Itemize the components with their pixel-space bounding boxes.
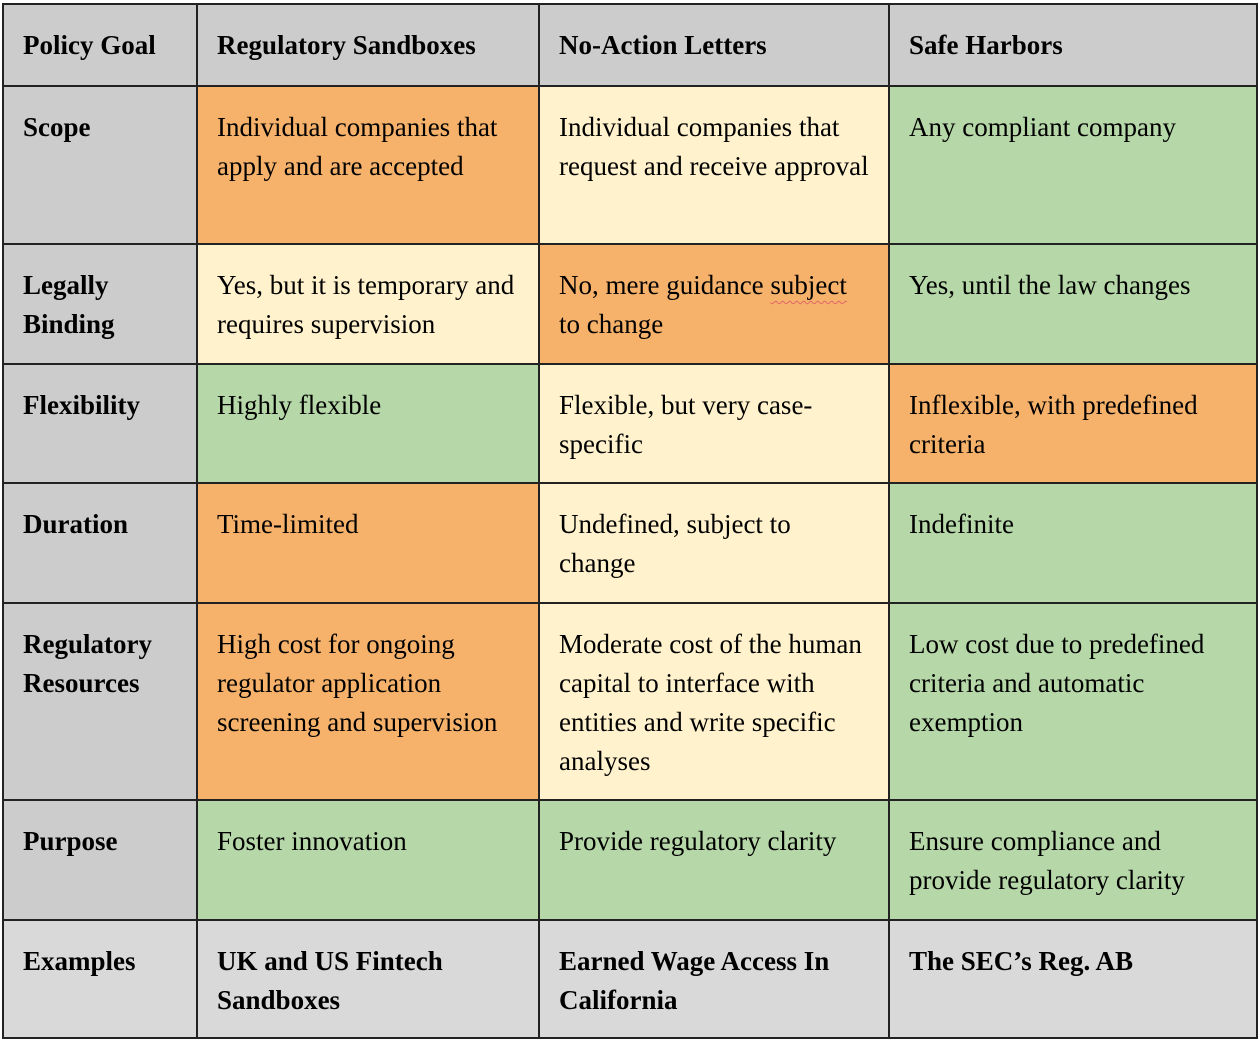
row-flexibility (3, 364, 1257, 483)
row-regulatory-resources (3, 603, 1257, 800)
row-label-examples: Examples (3, 920, 197, 1038)
row-label-regulatory-resources: Regulatory Resources (3, 603, 197, 800)
cell-resources-no-action: Moderate cost of the human capital to interface with entities and write specific analyses (539, 603, 889, 800)
row-label-duration: Duration (3, 483, 197, 603)
row-label-purpose: Purpose (3, 800, 197, 920)
cell-scope-sandboxes: Individual companies that apply and are accepted (197, 86, 539, 244)
cell-duration-safe-harbors: Indefinite (889, 483, 1257, 603)
cell-examples-sandboxes: UK and US Fintech Sandboxes (197, 920, 539, 1038)
header-row (3, 4, 1257, 86)
cell-binding-no-action-after: to change (559, 309, 664, 339)
header-no-action-letters: No-Action Letters (539, 4, 889, 86)
header-safe-harbors: Safe Harbors (889, 4, 1257, 86)
cell-purpose-safe-harbors: Ensure compliance and provide regulatory clarity (889, 800, 1257, 920)
row-label-legally-binding: Legally Binding (3, 244, 197, 364)
cell-duration-no-action: Undefined, subject to change (539, 483, 889, 603)
cell-resources-safe-harbors: Low cost due to predefined criteria and automatic exemption (889, 603, 1257, 800)
cell-examples-no-action: Earned Wage Access In California (539, 920, 889, 1038)
cell-binding-no-action-before: No, mere guidance (559, 270, 771, 300)
row-label-scope: Scope (3, 86, 197, 244)
cell-binding-sandboxes: Yes, but it is temporary and requires supervision (197, 244, 539, 364)
cell-resources-sandboxes: High cost for ongoing regulator application screening and supervision (197, 603, 539, 800)
cell-purpose-sandboxes: Foster innovation (197, 800, 539, 920)
cell-binding-safe-harbors: Yes, until the law changes (889, 244, 1257, 364)
cell-scope-safe-harbors: Any compliant company (889, 86, 1257, 244)
row-duration (3, 483, 1257, 603)
policy-comparison-table (2, 3, 1258, 1039)
row-label-flexibility: Flexibility (3, 364, 197, 483)
cell-flex-no-action: Flexible, but very case-specific (539, 364, 889, 483)
cell-examples-safe-harbors: The SEC’s Reg. AB (889, 920, 1257, 1038)
cell-flex-sandboxes: Highly flexible (197, 364, 539, 483)
row-legally-binding (3, 244, 1257, 364)
header-policy-goal: Policy Goal (3, 4, 197, 86)
cell-binding-no-action (539, 244, 889, 364)
row-purpose (3, 800, 1257, 920)
row-scope (3, 86, 1257, 244)
spellcheck-marked-word: subject (770, 270, 847, 300)
row-examples (3, 920, 1257, 1038)
cell-scope-no-action: Individual companies that request and receive approval (539, 86, 889, 244)
cell-duration-sandboxes: Time-limited (197, 483, 539, 603)
cell-purpose-no-action: Provide regulatory clarity (539, 800, 889, 920)
header-regulatory-sandboxes: Regulatory Sandboxes (197, 4, 539, 86)
cell-flex-safe-harbors: Inflexible, with predefined criteria (889, 364, 1257, 483)
